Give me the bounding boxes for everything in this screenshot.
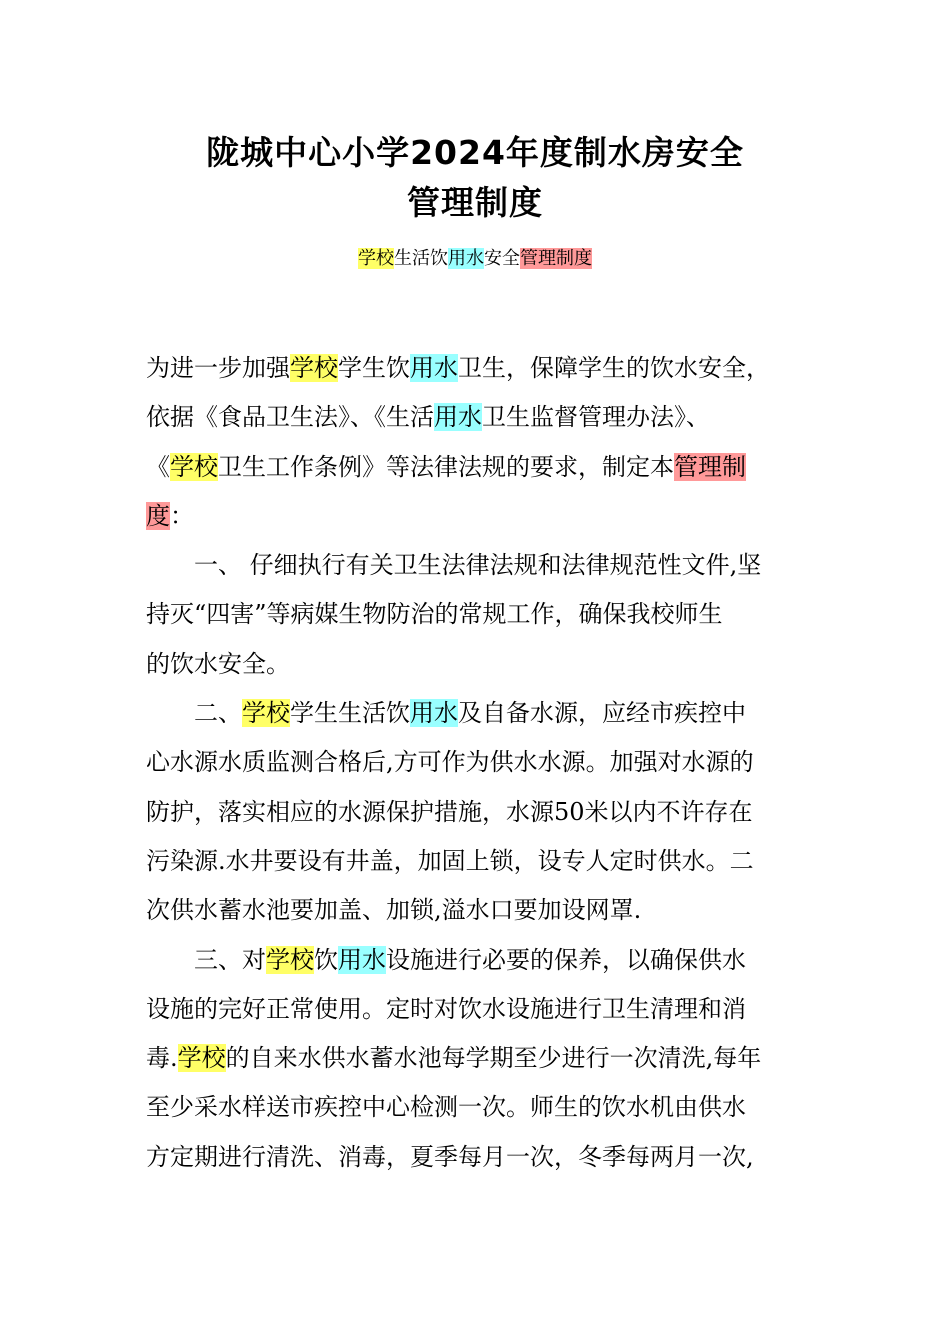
text-run: 及自备水源，应经市疾控中 xyxy=(458,699,746,728)
subtitle-text: 安全 xyxy=(484,248,520,269)
highlight-water: 用水 xyxy=(410,699,458,728)
text-run: 次供水蓄水池要加盖、加锁,溢水口要加设网罩. xyxy=(146,896,642,925)
body-line xyxy=(146,689,814,738)
highlight-school: 学校 xyxy=(358,248,394,269)
text-run: 防护，落实相应的水源保护措施，水源50米以内不许存在 xyxy=(146,797,753,826)
text-run: 持灭“四害”等病媒生物防治的常规工作，确保我校师生 xyxy=(146,600,723,629)
text-run: 一、 仔细执行有关卫生法律法规和法律规范性文件,坚 xyxy=(194,551,762,580)
text-run: 卫生，保障学生的饮水安全， xyxy=(458,354,770,382)
text-run: 学生生活饮 xyxy=(290,699,410,728)
body-line xyxy=(146,837,814,886)
body-line xyxy=(146,788,814,837)
body-line xyxy=(146,492,814,541)
text-run: 依据《食品卫生法》、《生活 xyxy=(146,403,434,432)
text-run: 至少采水样送市疾控中心检测一次。师生的饮水机由供水 xyxy=(146,1093,746,1122)
highlight-water: 用水 xyxy=(448,248,484,269)
text-run: 学生饮 xyxy=(338,354,410,382)
text-run: 的自来水供水蓄水池每学期至少进行一次清洗,每年 xyxy=(225,1044,762,1073)
body-line xyxy=(146,936,814,985)
body-line xyxy=(146,1083,814,1132)
body-line xyxy=(146,640,814,689)
text-run: 方定期进行清洗、消毒，夏季每月一次，冬季每两月一次, xyxy=(146,1142,754,1171)
highlight-school: 学校 xyxy=(170,452,218,481)
document-subtitle xyxy=(0,246,950,272)
text-run: 三、对 xyxy=(194,945,266,974)
highlight-regulation: 管理制度 xyxy=(520,248,592,269)
body-line xyxy=(146,1133,814,1182)
body-line xyxy=(146,1034,814,1083)
text-run: 设施进行必要的保养，以确保供水 xyxy=(386,945,746,974)
text-run: 的饮水安全。 xyxy=(146,649,290,678)
highlight-school: 学校 xyxy=(242,699,290,728)
highlight-regulation: 度 xyxy=(146,501,170,530)
body-line xyxy=(146,344,814,393)
text-run: 设施的完好正常使用。定时对饮水设施进行卫生清理和消 xyxy=(146,994,746,1023)
body-line xyxy=(146,590,814,639)
text-run: 卫生监督管理办法》、 xyxy=(482,403,710,432)
highlight-regulation: 管理制 xyxy=(674,452,746,481)
body-line xyxy=(146,886,814,935)
text-run: ： xyxy=(170,501,194,530)
text-run: 《 xyxy=(146,452,170,481)
text-run: 毒. xyxy=(146,1044,178,1073)
highlight-water: 用水 xyxy=(410,354,458,382)
highlight-school: 学校 xyxy=(290,354,338,382)
highlight-water: 用水 xyxy=(338,945,386,974)
text-run: 为进一步加强 xyxy=(146,354,290,382)
highlight-school: 学校 xyxy=(266,945,314,974)
body-line xyxy=(146,738,814,787)
highlight-school: 学校 xyxy=(177,1044,226,1073)
document-title xyxy=(120,128,830,228)
title-line-2: 管理制度 xyxy=(407,183,543,222)
body-line xyxy=(146,393,814,442)
body-line xyxy=(146,541,814,590)
text-run: 卫生工作条例》等法律法规的要求，制定本 xyxy=(218,452,674,481)
text-run: 心水源水质监测合格后,方可作为供水水源。加强对水源的 xyxy=(146,748,754,777)
subtitle-text: 生活饮 xyxy=(394,248,448,269)
document-body xyxy=(146,344,814,1182)
body-line xyxy=(146,985,814,1034)
text-run: 二、 xyxy=(194,699,242,728)
title-line-1: 陇城中心小学2024年度制水房安全 xyxy=(206,133,744,172)
text-run: 饮 xyxy=(314,945,338,974)
text-run: 污染源.水井要设有井盖，加固上锁，设专人定时供水。二 xyxy=(146,846,754,875)
body-line xyxy=(146,443,814,492)
highlight-water: 用水 xyxy=(434,403,482,432)
